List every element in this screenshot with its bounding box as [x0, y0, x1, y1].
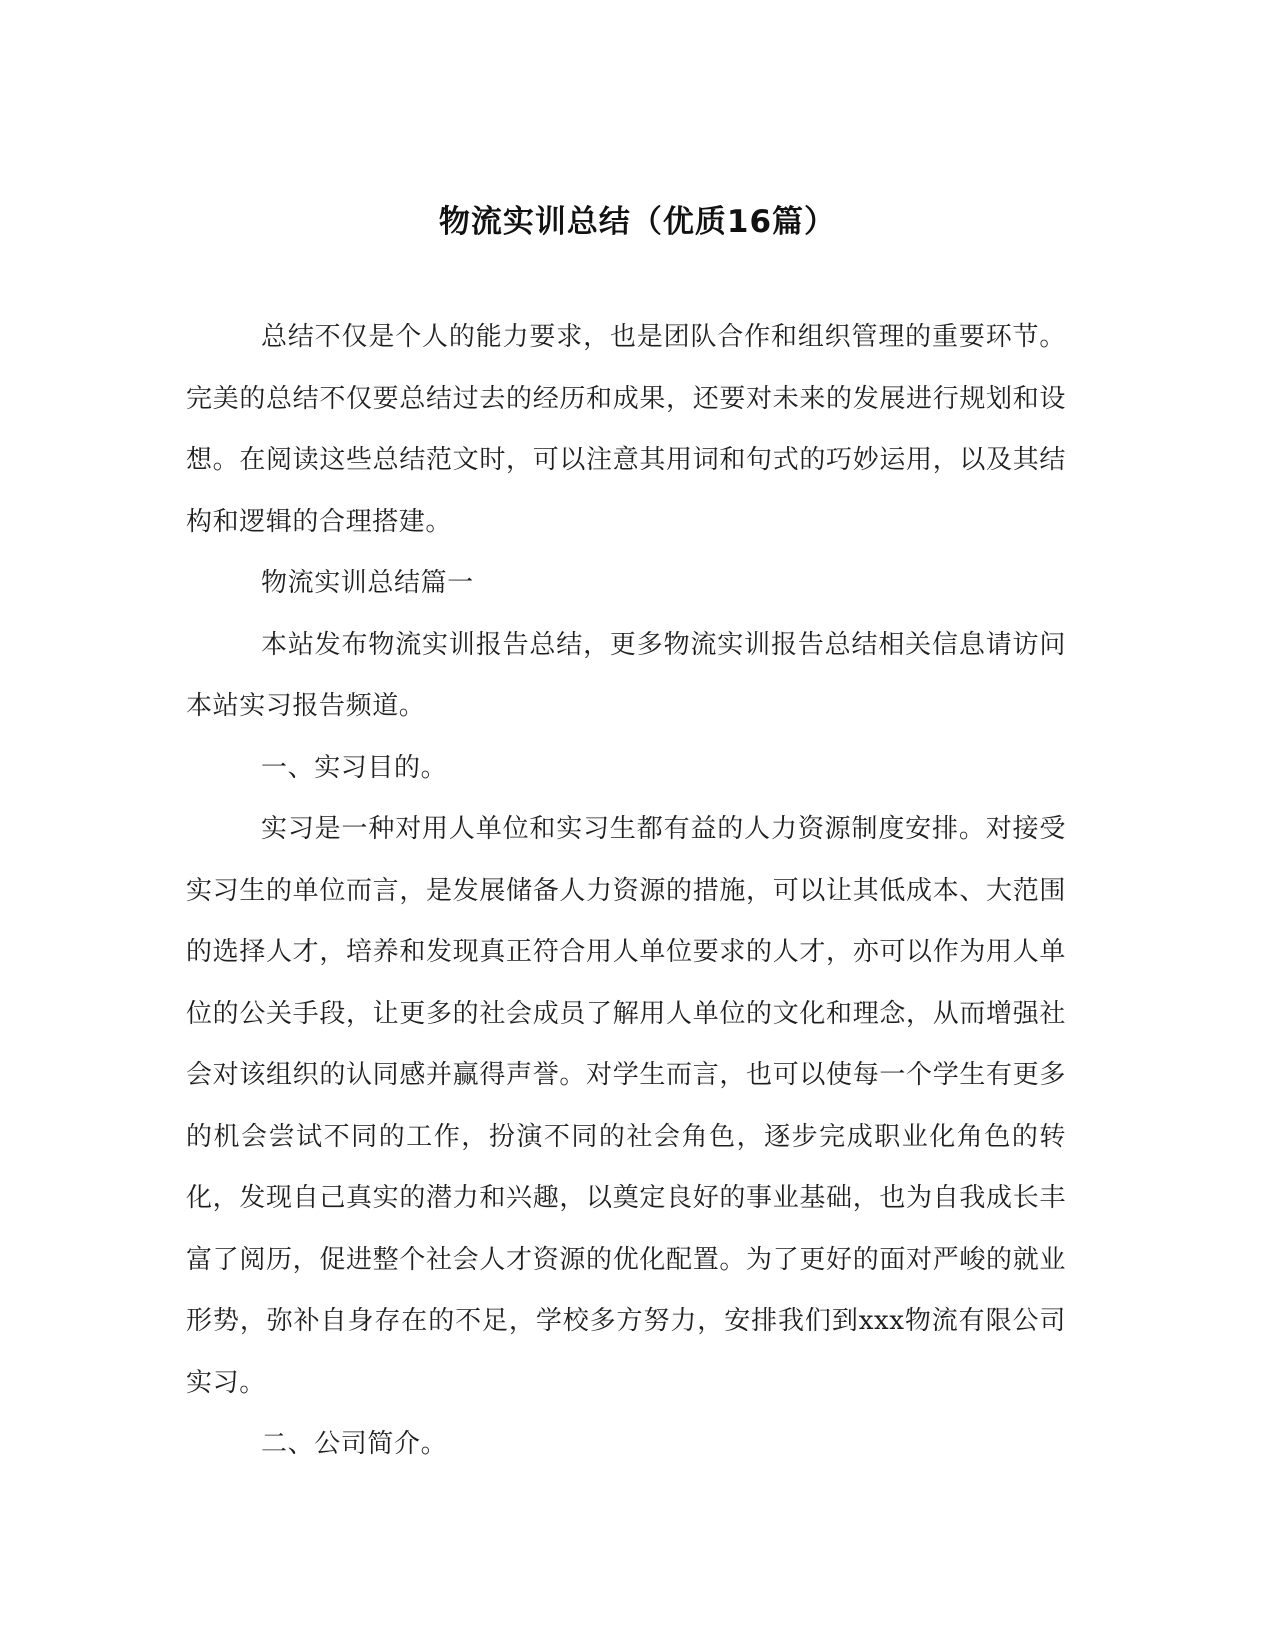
document-title: 物流实训总结（优质16篇） [438, 204, 837, 240]
heading-company-profile: 二、公司简介。 [261, 1429, 448, 1459]
section-heading-part-one: 物流实训总结篇一 [261, 568, 474, 598]
intro-paragraph: 总结不仅是个人的能力要求，也是团队合作和组织管理的重要环节。完美的总结不仅要总结过去的经历和成果，还要对未来的发展进行规划和设想。在阅读这些总结范文时，可以注意其用词和句式的巧妙运用，以及其结构和逻辑的合理搭建。 [186, 322, 1066, 537]
site-notice-paragraph: 本站发布物流实训报告总结，更多物流实训报告总结相关信息请访问本站实习报告频道。 [186, 629, 1066, 721]
internship-purpose-paragraph: 实习是一种对用人单位和实习生都有益的人力资源制度安排。对接受实习生的单位而言，是发展储备人力资源的措施，可以让其低成本、大范围的选择人才，培养和发现真正符合用人单位要求的人才，亦可以作为用人单位的公关手段，让更多的社会成员了解用人单位的文化和理念，从而增强社会对该组织的认同感并赢得声誉。对学生而言，也可以使每一个学生有更多的机会尝试不同的工作，扮演不同的社会角色，逐步完成职业化角色的转化，发现自己真实的潜力和兴趣，以奠定良好的事业基础，也为自我成长丰富了阅历，促进整个社会人才资源的优化配置。为了更好的面对严峻的就业形势，弥补自身存在的不足，学校多方努力，安排我们到xxx物流有限公司实习。 [186, 814, 1066, 1398]
heading-internship-purpose: 一、实习目的。 [261, 752, 448, 783]
document-body [186, 307, 1066, 1476]
